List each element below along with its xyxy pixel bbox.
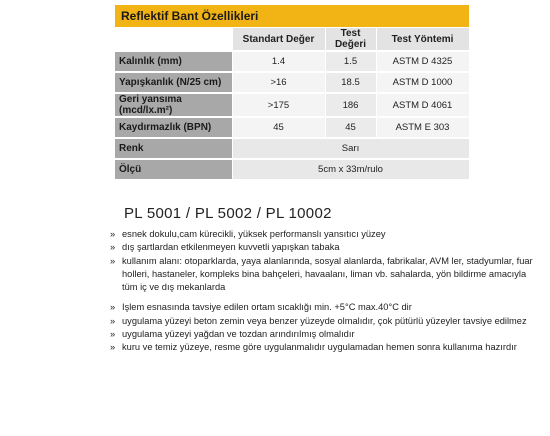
test-value: 18.5 (325, 72, 376, 93)
size-label: Ölçü (115, 159, 232, 180)
list-item (110, 241, 540, 254)
bullet-marker: » (110, 329, 116, 340)
instruction-text: uygulama yüzeyi yağdan ve tozdan arındırılmış olmalıdır (122, 329, 355, 340)
bullet-marker: » (110, 229, 116, 239)
test-value: 45 (325, 117, 376, 138)
table-header-row (115, 28, 469, 51)
feature-text: kullanım alanı: otoparklarda, yaya alanlarında, sosyal alanlarda, fabrikalar, AVM ler, stadyumlar, fuar holleri, hastaneler, kompleks bina bahçeleri, havaalanı, liman vb. sahalarda, yön bildirme amacıyla tüm iç ve dış mekanlarda (122, 255, 533, 293)
bullet-marker: » (110, 315, 116, 326)
method-value: ASTM D 4061 (376, 93, 469, 117)
table-title: Reflektif Bant Özellikleri (115, 5, 469, 28)
table-row (115, 51, 469, 72)
list-item (110, 228, 540, 241)
test-value: 1.5 (325, 51, 376, 72)
list-item (110, 301, 540, 314)
instruction-text: uygulama yüzeyi beton zemin veya benzer yüzeyde olmalıdır, çok pütürlü yüzeyler tavsiye edilmez (122, 315, 527, 326)
feature-list (110, 228, 540, 294)
table-row (115, 117, 469, 138)
instruction-text: kuru ve temiz yüzeye, resme göre uygulanmalıdır uygulamadan hemen sonra kullanıma hazırdır (122, 342, 517, 353)
feature-text: dış şartlardan etkilenmeyen kuvvetli yapışkan tabaka (122, 242, 340, 253)
row-label: Kalınlık (mm) (115, 51, 232, 72)
instruction-list (110, 301, 540, 354)
spec-table (115, 28, 470, 181)
table-row (115, 72, 469, 93)
standard-value: >175 (232, 93, 325, 117)
instruction-text: Işlem esnasında tavsiye edilen ortam sıcaklığı min. +5°C max.40°C dir (122, 302, 412, 313)
list-item (110, 315, 540, 328)
test-value: 186 (325, 93, 376, 117)
row-label: Yapışkanlık (N/25 cm) (115, 72, 232, 93)
table-row (115, 93, 469, 117)
row-label: Geri yansıma (mcd/lx.m²) (115, 93, 232, 117)
size-row (115, 159, 469, 180)
standard-value: 45 (232, 117, 325, 138)
standard-value: 1.4 (232, 51, 325, 72)
header-blank-cell (115, 28, 232, 51)
size-value: 5cm x 33m/rulo (232, 159, 469, 180)
row-label: Kaydırmazlık (BPN) (115, 117, 232, 138)
color-label: Renk (115, 138, 232, 159)
method-value: ASTM D 1000 (376, 72, 469, 93)
standard-value: >16 (232, 72, 325, 93)
method-value: ASTM E 303 (376, 117, 469, 138)
bullet-marker: » (110, 242, 116, 253)
bullet-marker: » (110, 255, 116, 266)
section-spacer (110, 294, 540, 301)
feature-text: esnek dokulu,cam kürecikli, yüksek performanslı yansıtıcı yüzey (122, 229, 386, 239)
bullet-marker: » (110, 302, 116, 313)
list-item (110, 255, 540, 295)
bullet-marker: » (110, 342, 116, 353)
header-standard: Standart Değer (232, 28, 325, 51)
spec-sheet (115, 5, 469, 181)
header-method: Test Yöntemi (376, 28, 469, 51)
header-test: Test Değeri (325, 28, 376, 51)
color-row (115, 138, 469, 159)
color-value: Sarı (232, 138, 469, 159)
product-description (110, 205, 540, 355)
list-item (110, 328, 540, 341)
method-value: ASTM D 4325 (376, 51, 469, 72)
product-heading: PL 5001 / PL 5002 / PL 10002 (124, 205, 332, 222)
list-item (110, 341, 540, 354)
